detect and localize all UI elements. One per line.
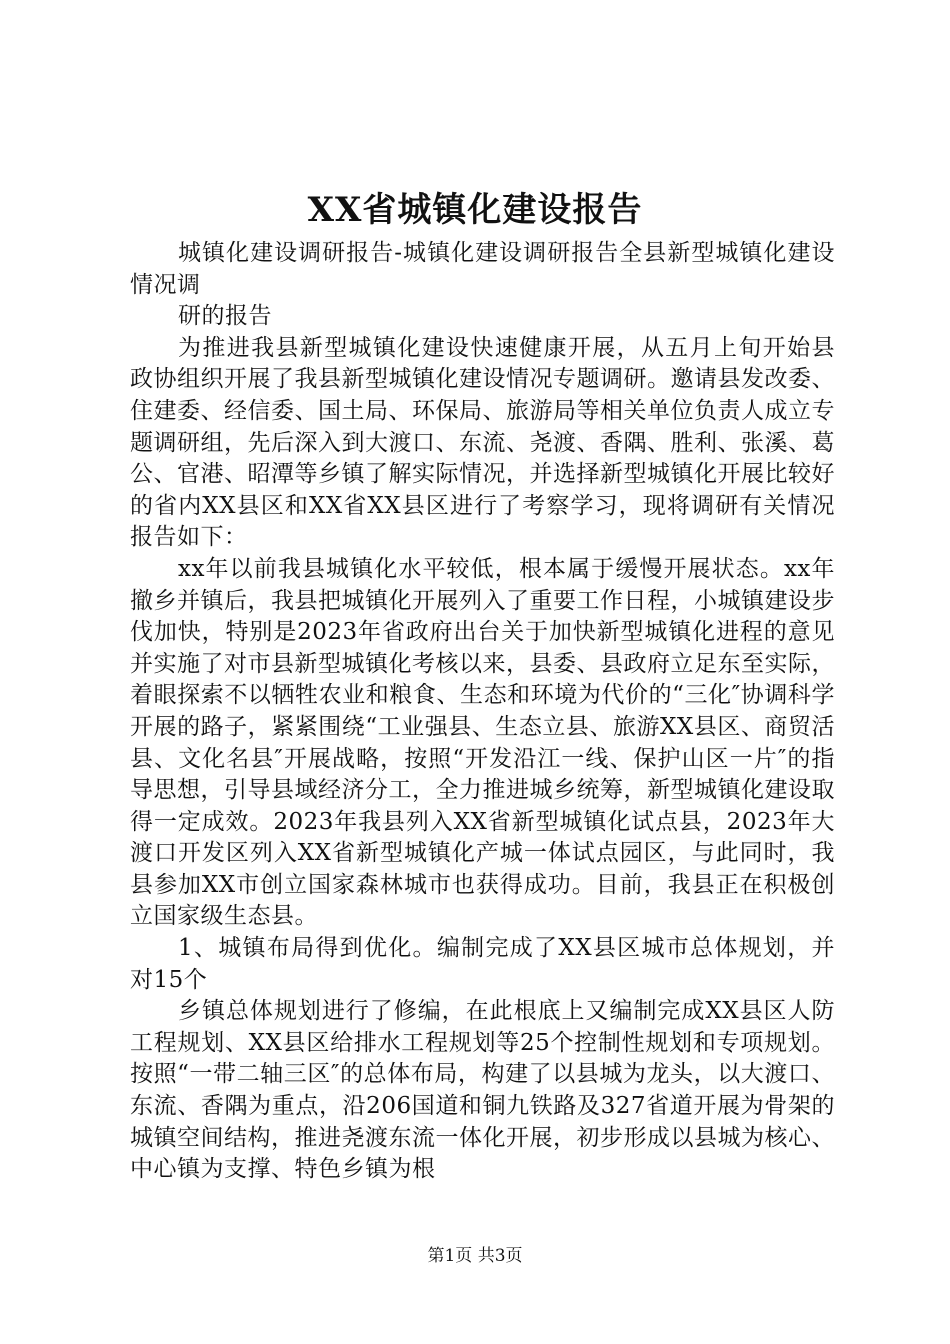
page-footer: 第1页 共3页 (427, 1246, 523, 1266)
document-body (130, 238, 835, 1186)
paragraph: 1、城镇布局得到优化。编制完成了XX县区城市总体规划，并对15个 (130, 935, 835, 993)
paragraph: 乡镇总体规划进行了修编，在此根底上又编制完成XX县区人防工程规划、XX县区给排水工程规划等25个控制性规划和专项规划。按照“一带二轴三区″的总体布局，构建了以县城为龙头，以大渡口、东流、香隅为重点，沿206国道和铜九铁路及327省道开展为骨架的城镇空间结构，推进尧渡东流一体化开展，初步形成以县城为核心、中心镇为支撑、特色乡镇为根 (130, 998, 835, 1183)
document-title: XX省城镇化建设报告 (307, 190, 643, 230)
paragraph: 研的报告 (178, 303, 272, 330)
paragraph: 为推进我县新型城镇化建设快速健康开展，从五月上旬开始县政协组织开展了我县新型城镇化建设情况专题调研。邀请县发改委、住建委、经信委、国土局、环保局、旅游局等相关单位负责人成立专题调研组，先后深入到大渡口、东流、尧渡、香隅、胜利、张溪、葛公、官港、昭潭等乡镇了解实际情况，并选择新型城镇化开展比较好的省内XX县区和XX省XX县区进行了考察学习，现将调研有关情况报告如下： (130, 334, 835, 551)
paragraph: 城镇化建设调研报告-城镇化建设调研报告全县新型城镇化建设情况调 (130, 240, 835, 298)
paragraph: xx年以前我县城镇化水平较低，根本属于缓慢开展状态。xx年撤乡并镇后，我县把城镇化开展列入了重要工作日程，小城镇建设步伐加快，特别是2023年省政府出台关于加快新型城镇化进程的意见并实施了对市县新型城镇化考核以来，县委、县政府立足东至实际，着眼探索不以牺牲农业和粮食、生态和环境为代价的“三化″协调科学开展的路子，紧紧围绕“工业强县、生态立县、旅游XX县区、商贸活县、文化名县″开展战略，按照“开发沿江一线、保护山区一片″的指导思想，引导县域经济分工，全力推进城乡统筹，新型城镇化建设取得一定成效。2023年我县列入XX省新型城镇化试点县，2023年大渡口开发区列入XX省新型城镇化产城一体试点园区，与此同时，我县参加XX市创立国家森林城市也获得成功。目前，我县正在积极创立国家级生态县。 (130, 555, 835, 930)
